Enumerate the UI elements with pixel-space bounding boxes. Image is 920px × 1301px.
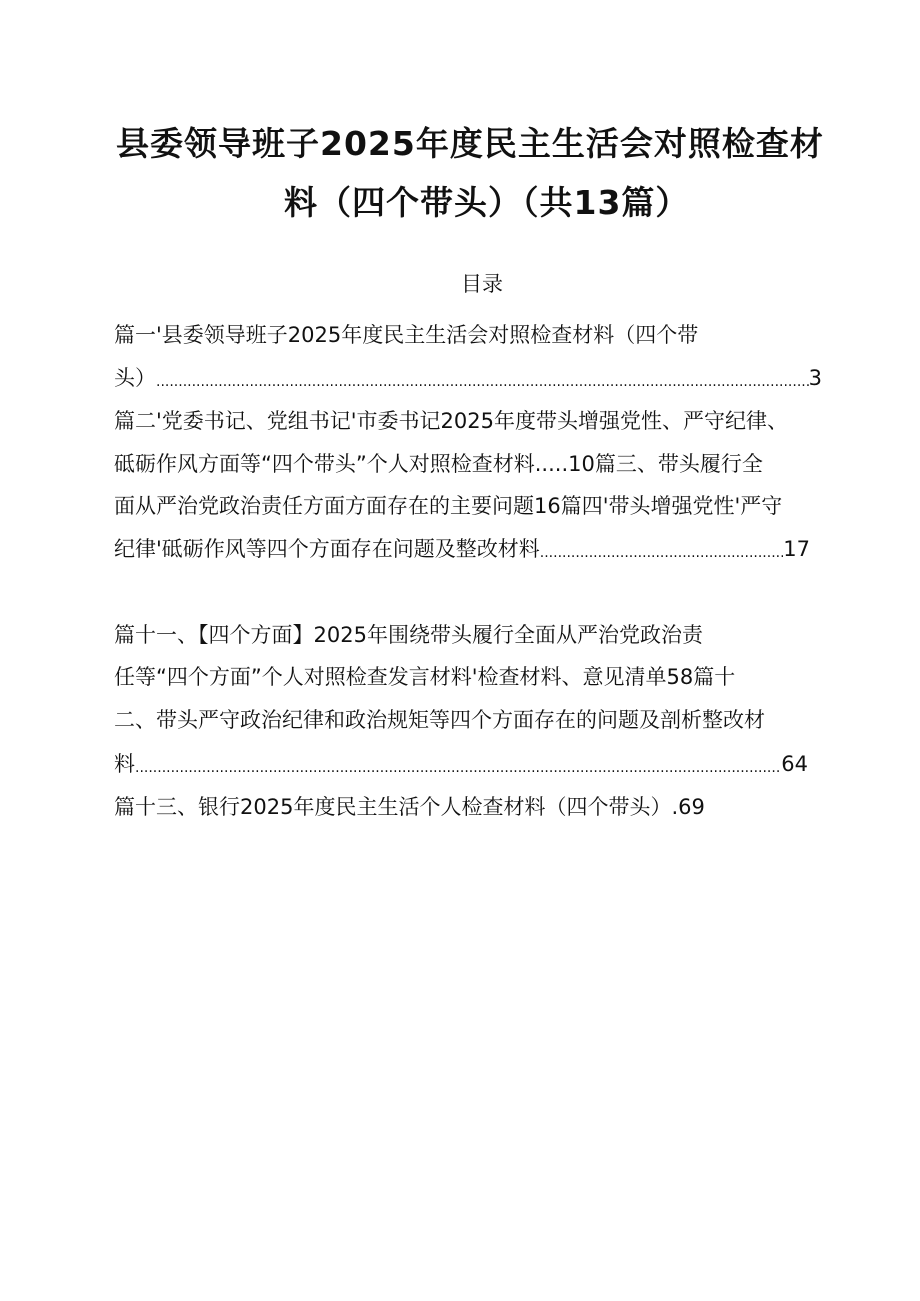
toc-line: 面从严治党政治责任方面方面存在的主要问题16篇四'带头增强党性'严守 bbox=[114, 494, 783, 518]
dot-leader bbox=[135, 749, 781, 787]
dot-leader bbox=[156, 363, 809, 401]
toc-entry-with-leader bbox=[114, 749, 808, 787]
toc-line: 篇十一、【四个方面】2025年围绕带头履行全面从严治党政治责 bbox=[114, 623, 703, 647]
toc-line: 篇一'县委领导班子2025年度民主生活会对照检查材料（四个带 bbox=[114, 323, 699, 347]
toc-entry-with-leader bbox=[114, 534, 810, 572]
toc-entry-with-leader bbox=[114, 363, 822, 401]
toc-page-number: 17 bbox=[783, 537, 810, 561]
toc-entry-text: 料 bbox=[114, 752, 135, 776]
toc-line: 任等“四个方面”个人对照检查发言材料'检查材料、意见清单58篇十 bbox=[114, 665, 736, 689]
toc-page-number: 3 bbox=[808, 366, 822, 390]
document-title-line-1: 县委领导班子2025年度民主生活会对照检查材 bbox=[116, 124, 824, 163]
toc-line: 二、带头严守政治纪律和政治规矩等四个方面存在的问题及剖析整改材 bbox=[114, 708, 765, 732]
toc-line: 篇十三、银行2025年度民主生活个人检查材料（四个带头）.69 bbox=[114, 795, 705, 819]
toc-entry-text: 头） bbox=[114, 366, 156, 390]
toc-entry-text: 纪律'砥砺作风等四个方面存在问题及整改材料 bbox=[114, 537, 540, 561]
toc-page-number: 64 bbox=[781, 752, 808, 776]
toc-heading: 目录 bbox=[461, 272, 503, 296]
document-title-line-2: 料（四个带头）（共13篇） bbox=[284, 183, 690, 222]
toc-line: 砥砺作风方面等“四个带头”个人对照检查材料.....10篇三、带头履行全 bbox=[114, 452, 763, 476]
dot-leader bbox=[540, 534, 783, 572]
toc-line: 篇二'党委书记、党组书记'市委书记2025年度带头增强党性、严守纪律、 bbox=[114, 409, 788, 433]
